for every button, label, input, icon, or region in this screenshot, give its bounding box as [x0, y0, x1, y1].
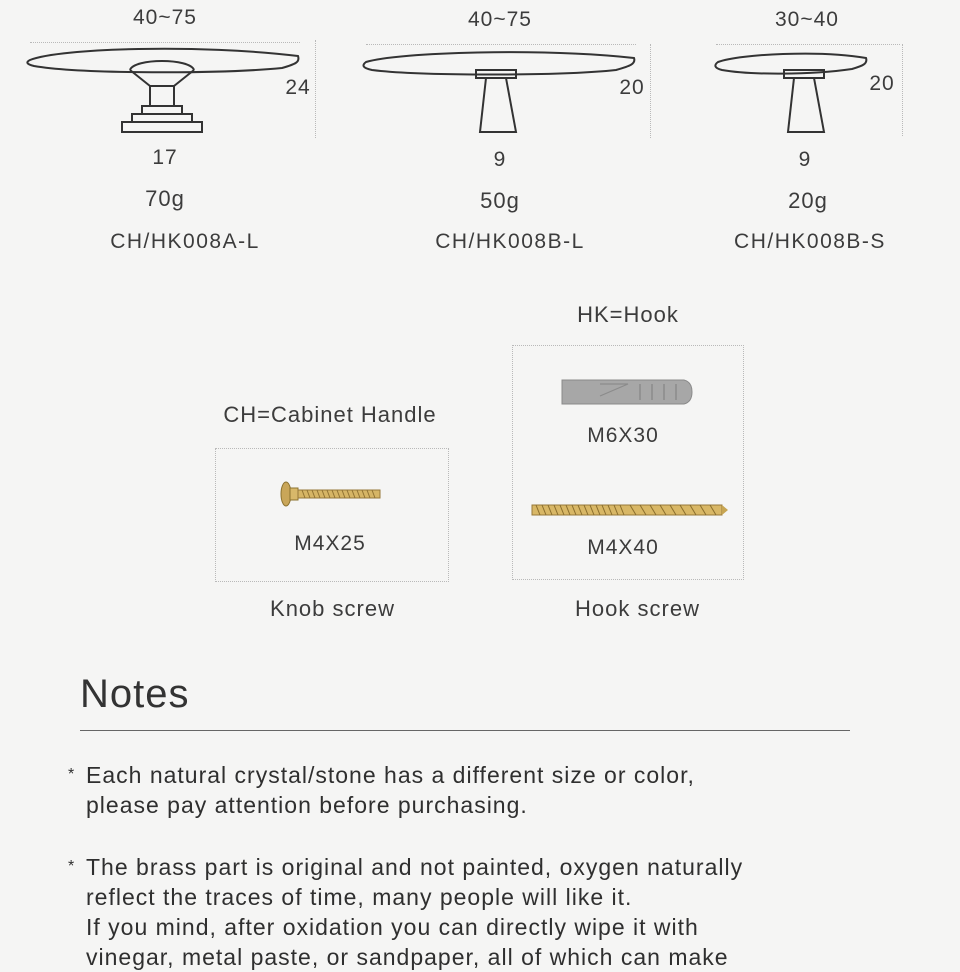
hook-legend: HK=Hook: [577, 302, 679, 327]
knob-screw-caption: Knob screw: [270, 596, 395, 621]
width-dimension: 40~75: [133, 6, 197, 29]
height-dimension: 20: [619, 76, 645, 99]
height-dimension: 24: [285, 76, 311, 99]
knob-screw-size: M4X25: [294, 532, 366, 555]
anchor-size: M6X30: [587, 424, 659, 447]
product-weight: 50g: [480, 188, 520, 213]
hook-screw-size: M4X40: [587, 536, 659, 559]
width-dimension: 40~75: [468, 8, 532, 31]
product-code: CH/HK008A-L: [110, 230, 260, 253]
base-dimension: 17: [152, 146, 178, 169]
product-weight: 20g: [788, 188, 828, 213]
base-dimension: 9: [798, 148, 812, 171]
product-code: CH/HK008B-L: [435, 230, 585, 253]
width-dimension: 30~40: [775, 8, 839, 31]
note-text: Each natural crystal/stone has a different size or color, please pay attention before purchasing.: [86, 762, 695, 818]
bullet-star: *: [68, 858, 76, 875]
product-weight: 70g: [145, 186, 185, 211]
product-code: CH/HK008B-S: [734, 230, 886, 253]
base-dimension: 9: [493, 148, 507, 171]
notes-divider: [80, 730, 850, 731]
note-text: The brass part is original and not painted, oxygen naturally reflect the traces of time, many people will like it. If you mind, after oxidation you can directly wipe it with vinegar, metal paste, or sandpaper, all of which can make: [86, 854, 744, 970]
bullet-star: *: [68, 766, 76, 783]
hook-screw-caption: Hook screw: [575, 596, 700, 621]
height-dimension: 20: [869, 72, 895, 95]
notes-heading: Notes: [80, 672, 190, 716]
cabinet-handle-legend: CH=Cabinet Handle: [223, 402, 437, 427]
